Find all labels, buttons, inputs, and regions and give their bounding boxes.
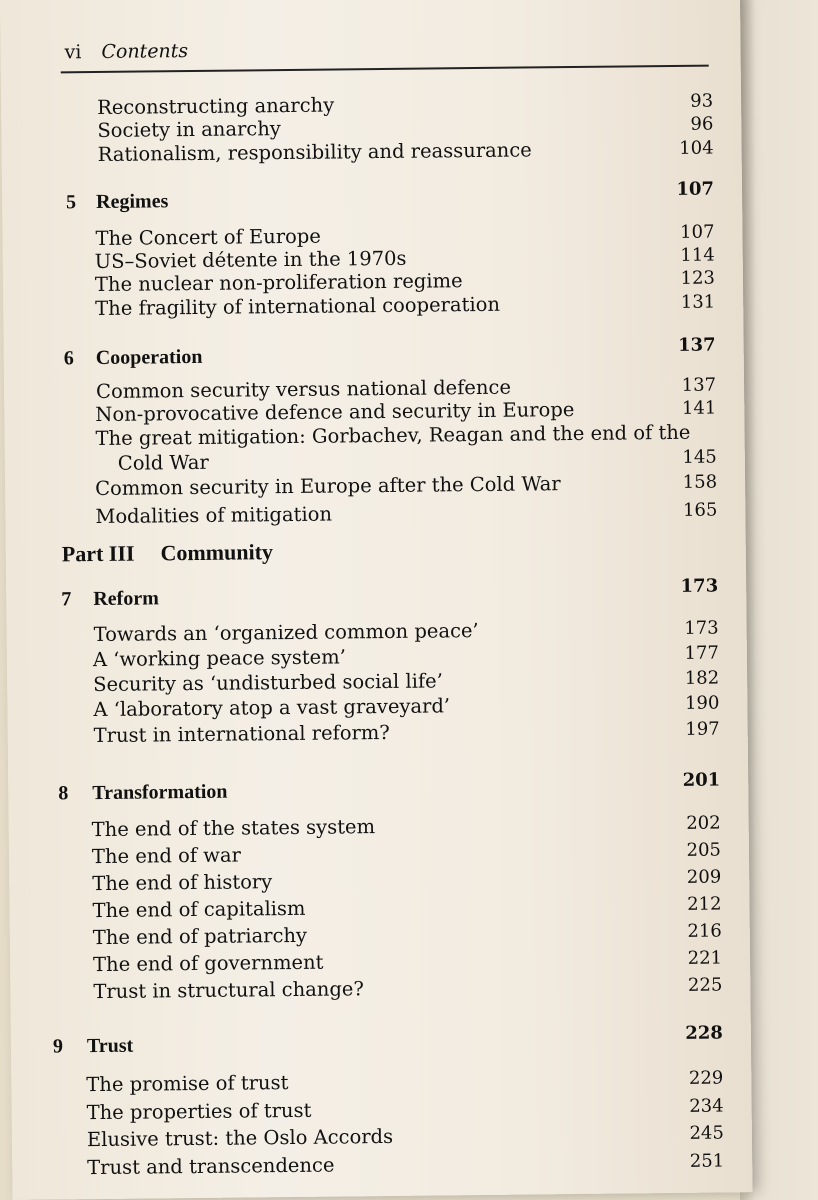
section-title: The nuclear non-proliferation regime: [94, 269, 463, 297]
chapter-number: 5: [66, 191, 77, 214]
chapter-heading[interactable]: [4, 334, 716, 372]
chapter-heading[interactable]: [2, 178, 715, 216]
section-title: The fragility of international cooperation: [95, 292, 501, 321]
page-ref: 209: [686, 866, 722, 888]
chapter-title: Transformation: [92, 780, 228, 805]
section-title: Trust and transcendence: [87, 1153, 335, 1180]
page-ref: 107: [680, 221, 715, 243]
section-title: Cold War: [117, 450, 209, 475]
section-title: A ‘working peace system’: [92, 645, 346, 672]
chapter-title: Regimes: [96, 190, 169, 214]
page-ref: 177: [684, 642, 719, 664]
page-ref: 104: [679, 137, 714, 159]
toc-entry[interactable]: [12, 1148, 724, 1181]
chapter-heading[interactable]: [6, 575, 719, 613]
page-ref: 229: [688, 1067, 724, 1089]
page-ref: 216: [687, 920, 722, 942]
page-ref: 228: [685, 1022, 723, 1044]
page-ref: 234: [689, 1095, 724, 1117]
section-title: Non-provocative defence and security in Europe: [95, 398, 575, 427]
chapter-number: 9: [52, 1035, 64, 1058]
page-ref: 201: [682, 769, 721, 791]
page-ref: 137: [677, 334, 716, 356]
page-ref: 225: [687, 974, 723, 996]
page-ref: 205: [686, 839, 722, 861]
running-header: [64, 40, 188, 63]
page-ref: 202: [686, 812, 721, 834]
section-title: The promise of trust: [86, 1071, 289, 1097]
section-title: The end of government: [92, 950, 324, 977]
section-title: The end of history: [92, 870, 273, 896]
running-title: Contents: [101, 40, 189, 63]
section-title: Trust in structural change?: [93, 977, 364, 1004]
chapter-number: 7: [61, 588, 72, 611]
chapter-title: Cooperation: [95, 345, 203, 370]
page-ref: 114: [680, 244, 715, 266]
section-title: Reconstructing anarchy: [97, 93, 335, 119]
chapter-number: 8: [58, 782, 69, 805]
page-ref: 182: [684, 667, 720, 689]
section-title: The end of war: [91, 843, 241, 869]
section-title: The end of the states system: [91, 815, 376, 842]
section-title: The end of capitalism: [92, 896, 306, 923]
chapter-heading[interactable]: [11, 1022, 723, 1059]
section-title: The Concert of Europe: [95, 224, 321, 251]
section-title: Modalities of mitigation: [95, 502, 333, 529]
page-number: vi: [64, 41, 82, 64]
page-ref: 158: [682, 471, 718, 493]
section-title: The end of patriarchy: [92, 923, 308, 950]
page-ref: 165: [682, 499, 718, 521]
section-title: US–Soviet détente in the 1970s: [94, 246, 407, 274]
page-ref: 137: [681, 374, 717, 396]
page-ref: 141: [681, 397, 717, 419]
page-ref: 212: [687, 893, 722, 915]
section-title: Rationalism, responsibility and reassurance: [97, 138, 532, 166]
part-label: Part III: [61, 540, 135, 567]
toc-entry[interactable]: [5, 498, 717, 531]
part-title: Community: [160, 539, 274, 566]
page-ref: 190: [684, 692, 720, 714]
page-ref: 145: [682, 446, 717, 468]
section-title: Security as ‘undisturbed social life’: [93, 669, 443, 697]
page-ref: 251: [689, 1150, 725, 1172]
section-title: Elusive trust: the Oslo Accords: [86, 1124, 394, 1152]
adjacent-page-edge: [740, 0, 818, 1200]
section-title: Common security in Europe after the Cold War: [95, 472, 561, 501]
page-ref: 93: [690, 90, 714, 112]
section-title: Society in anarchy: [97, 117, 281, 142]
page-ref: 123: [680, 267, 716, 289]
chapter-title: Reform: [93, 587, 159, 611]
header-rule: [61, 65, 709, 73]
section-title: The great mitigation: Gorbachev, Reagan and the end of the: [95, 420, 691, 451]
page-ref: 173: [680, 575, 719, 597]
page-ref: 245: [689, 1122, 725, 1144]
section-title: Towards an ‘organized common peace’: [93, 619, 479, 647]
chapter-heading[interactable]: [8, 769, 721, 807]
chapter-number: 6: [63, 347, 74, 370]
chapter-title: Trust: [86, 1034, 134, 1058]
page-ref: 107: [676, 178, 715, 200]
part-heading: [62, 539, 273, 567]
section-title: Trust in international reform?: [93, 720, 390, 748]
page-ref: 173: [684, 617, 719, 639]
page-ref: 221: [687, 947, 723, 969]
section-title: The properties of trust: [86, 1098, 312, 1125]
page-ref: 131: [680, 291, 716, 313]
section-title: A ‘laboratory atop a vast graveyard’: [93, 694, 451, 722]
page-ref: 197: [685, 718, 720, 740]
section-title: Common security versus national defence: [95, 375, 512, 404]
page-ref: 96: [690, 113, 714, 135]
